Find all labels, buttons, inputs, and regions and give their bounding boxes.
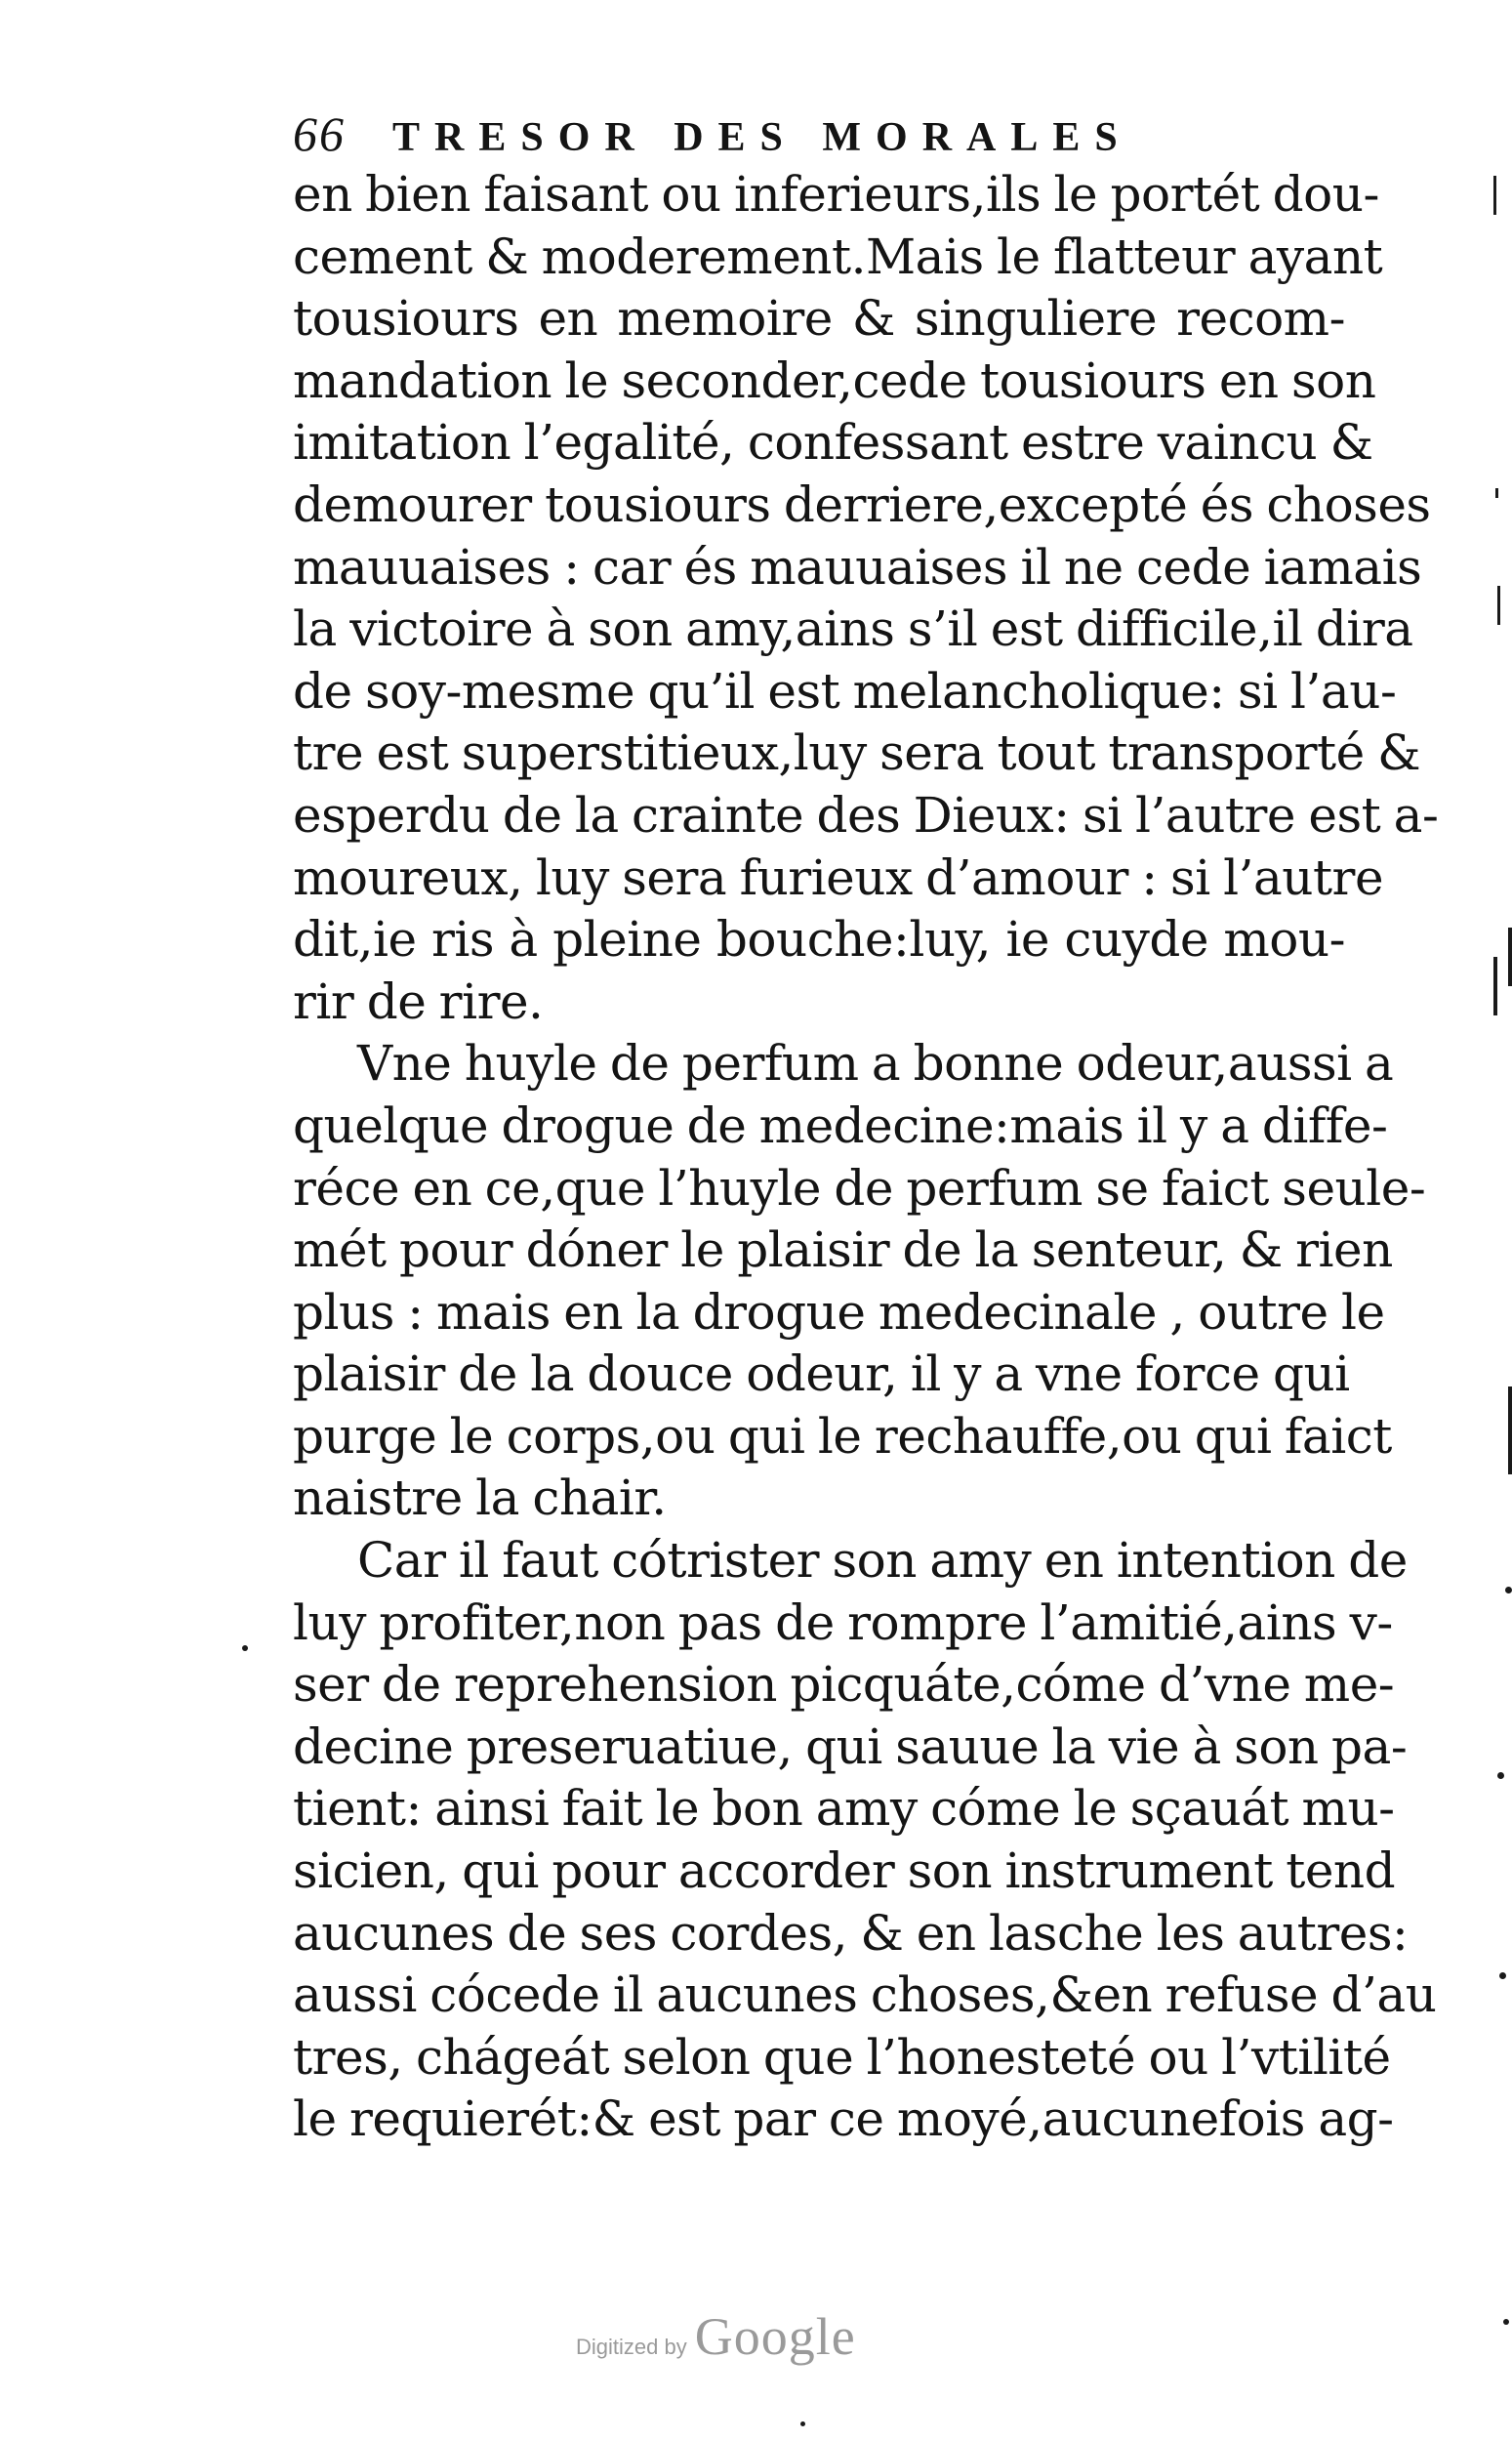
text-line: imitation l’egalité, confessant estre vaincu & xyxy=(293,414,1373,472)
edge-speck xyxy=(1495,488,1498,498)
text-line: luy profiter,non pas de rompre l’amitié,ains v- xyxy=(293,1593,1393,1651)
text-line: tre est superstitieux,luy sera tout transporté & xyxy=(293,724,1421,782)
text-line: aussi cócede il aucunes choses,&en refuse d’au xyxy=(293,1966,1437,2024)
text-line: purge le corps,ou qui le rechauffe,ou qui faict xyxy=(293,1407,1392,1465)
digitization-footer xyxy=(576,2306,856,2367)
text-line: tient: ainsi fait le bon amy cóme le sçauát mu- xyxy=(293,1780,1395,1838)
paragraph xyxy=(293,1530,1437,2151)
text-line: de soy-mesme qu’il est melancholique: si l’au- xyxy=(293,662,1397,720)
edge-speck xyxy=(1497,586,1500,625)
text-line: plus : mais en la drogue medecinale , outre le xyxy=(293,1283,1385,1341)
text-line: sicien, qui pour accorder son instrument tend xyxy=(293,1842,1396,1900)
edge-speck xyxy=(242,1645,248,1651)
text-line: mét pour dóner le plaisir de la senteur, & rien xyxy=(293,1221,1393,1279)
edge-speck xyxy=(1505,1587,1512,1593)
text-line: decine preseruatiue, qui sauue la vie à son pa- xyxy=(293,1717,1408,1775)
edge-speck xyxy=(1493,176,1496,215)
google-logo: Google xyxy=(694,2307,856,2366)
digitized-by-label: Digitized by xyxy=(576,2335,687,2359)
text-line: Car il faut cótrister son amy en intention de xyxy=(357,1532,1408,1590)
text-line: naistre la chair. xyxy=(293,1469,667,1527)
text-line: tres, chágeát selon que l’honesteté ou l’vtilité xyxy=(293,2028,1391,2086)
paragraph xyxy=(293,164,1439,1033)
text-line: en bien faisant ou inferieurs,ils le portét dou- xyxy=(293,166,1379,223)
text-line: réce en ce,que l’huyle de perfum se faict seule- xyxy=(293,1159,1426,1217)
edge-speck xyxy=(1503,2319,1509,2325)
text-line: dit,ie ris à pleine bouche:luy, ie cuyde mou- xyxy=(293,911,1345,969)
page-number: 66 xyxy=(293,106,346,161)
text-line: le requierét:& est par ce moyé,aucunefois ag- xyxy=(293,2090,1394,2148)
edge-speck xyxy=(1508,928,1512,986)
edge-speck xyxy=(1508,1386,1512,1474)
text-line: quelque drogue de medecine:mais il y a diffe- xyxy=(293,1096,1388,1154)
paragraph xyxy=(293,1033,1426,1530)
edge-speck xyxy=(1493,957,1497,1015)
text-line: ser de reprehension picquáte,cóme d’vne me- xyxy=(293,1656,1395,1714)
text-line: plaisir de la douce odeur, il y a vne force qui xyxy=(293,1345,1350,1403)
edge-speck xyxy=(800,2421,805,2426)
text-line: mauuaises : car és mauuaises il ne cede iamais xyxy=(293,538,1422,596)
text-line: la victoire à son amy,ains s’il est difficile,il dira xyxy=(293,600,1413,658)
text-line: demourer tousiours derriere,excepté és choses xyxy=(293,476,1431,533)
text-line: mandation le seconder,cede tousiours en son xyxy=(293,352,1376,409)
text-line: moureux, luy sera furieux d’amour : si l’autre xyxy=(293,848,1384,906)
text-line: rir de rire. xyxy=(293,972,544,1030)
text-line: tousiours en memoire & singuliere recom- xyxy=(293,290,1345,348)
running-title: TRESOR DES MORALES xyxy=(392,115,1132,160)
text-line: esperdu de la crainte des Dieux: si l’autre est a- xyxy=(293,786,1439,844)
text-line: aucunes de ses cordes, & en lasche les autres: xyxy=(293,1904,1409,1962)
body-text xyxy=(293,164,1439,2151)
text-line: Vne huyle de perfum a bonne odeur,aussi a xyxy=(357,1035,1394,1093)
edge-speck xyxy=(1499,1972,1506,1979)
text-line: cement & moderement.Mais le flatteur ayant xyxy=(293,228,1383,285)
edge-speck xyxy=(1497,1772,1504,1779)
